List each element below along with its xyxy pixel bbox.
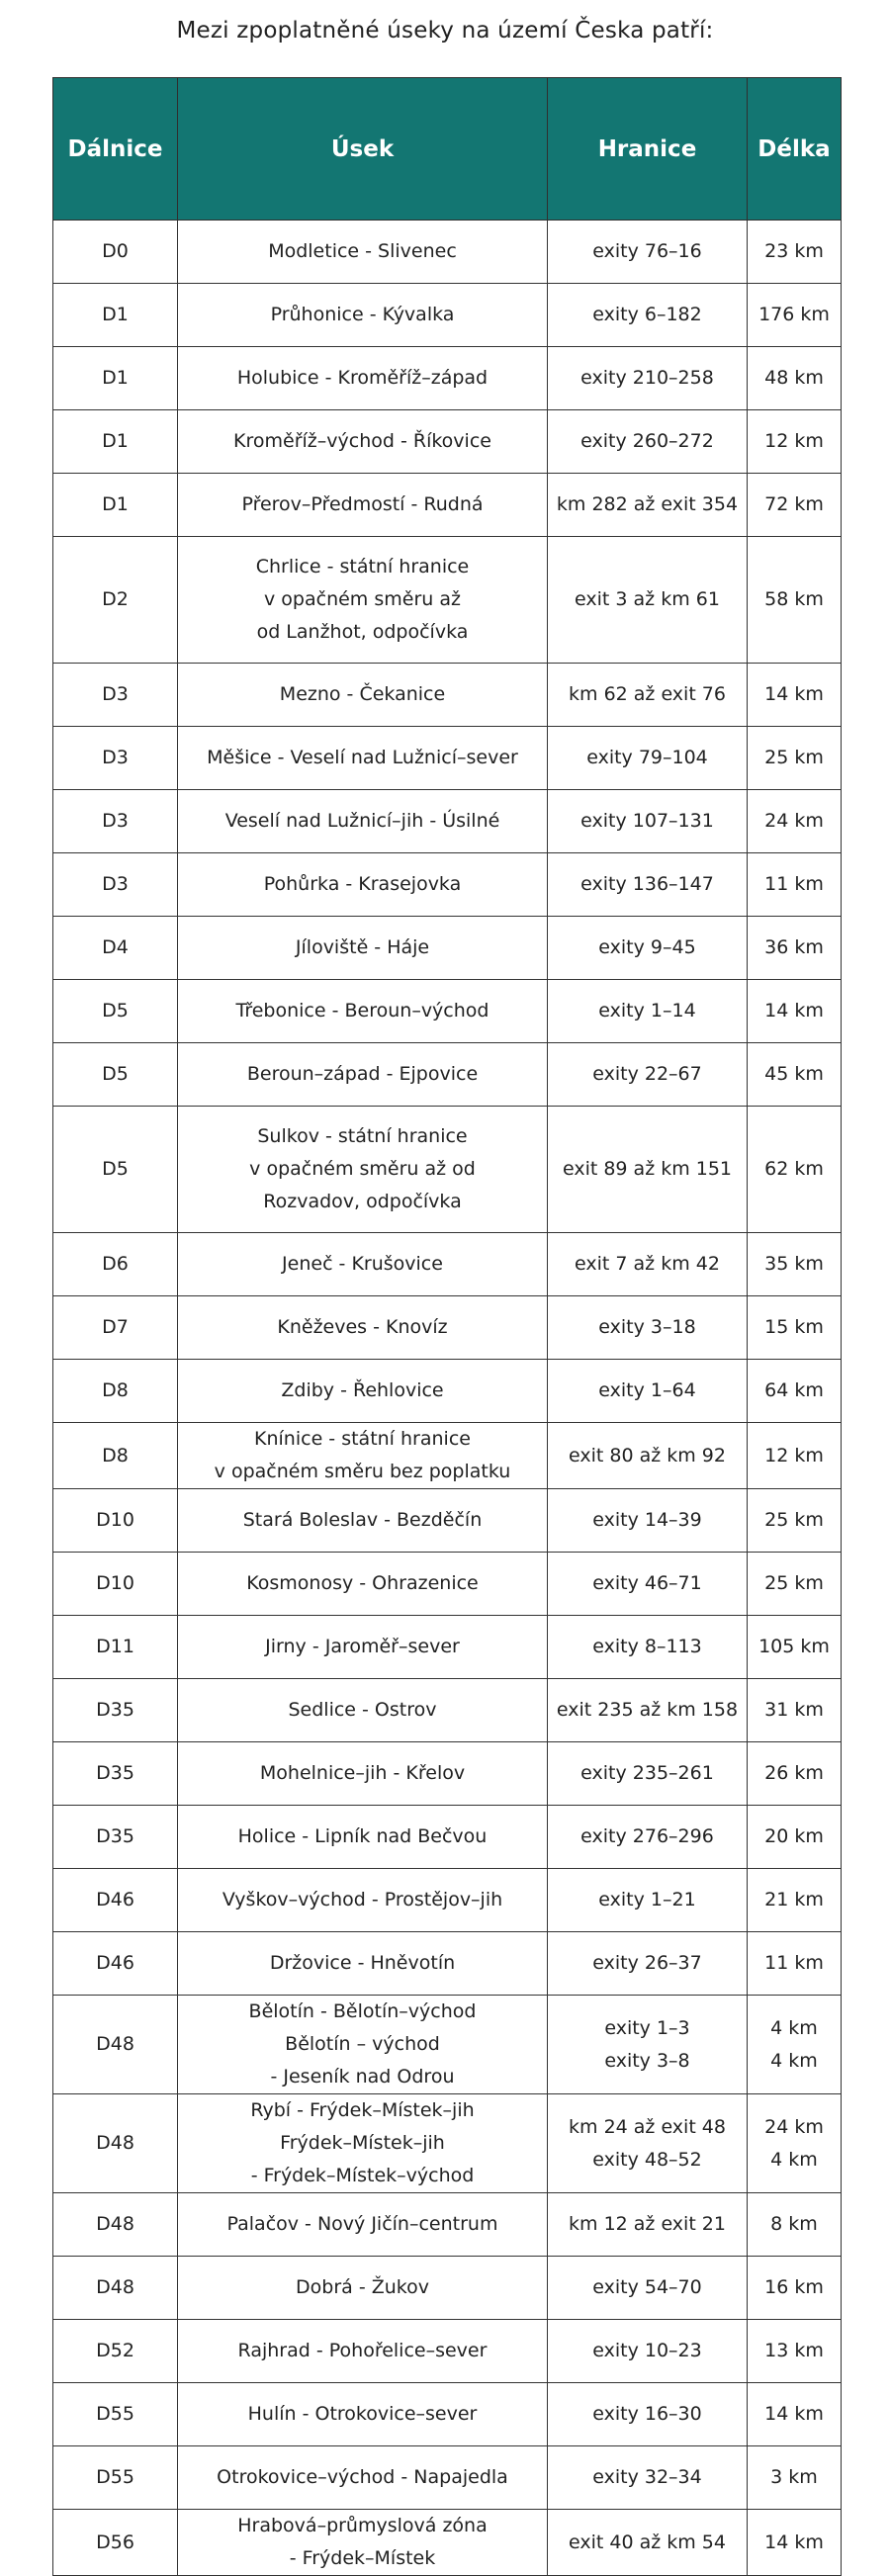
cell-highway: D8 bbox=[53, 1423, 178, 1489]
cell-length: 62 km bbox=[748, 1107, 842, 1233]
table-row bbox=[53, 1553, 842, 1616]
cell-boundary: exity 3–18 bbox=[548, 1296, 748, 1360]
cell-boundary: exity 1–3 exity 3–8 bbox=[548, 1996, 748, 2094]
cell-highway: D5 bbox=[53, 980, 178, 1043]
cell-section: Chrlice - státní hranice v opačném směru až od Lanžhot, odpočívka bbox=[178, 537, 548, 664]
table-row bbox=[53, 2446, 842, 2510]
cell-section: Hulín - Otrokovice–sever bbox=[178, 2383, 548, 2446]
toll-sections-table bbox=[52, 77, 842, 2576]
cell-boundary: exity 76–16 bbox=[548, 221, 748, 284]
cell-length: 24 km 4 km bbox=[748, 2094, 842, 2193]
header-highway: Dálnice bbox=[53, 78, 178, 221]
table-row bbox=[53, 347, 842, 410]
cell-highway: D48 bbox=[53, 2094, 178, 2193]
cell-section: Knínice - státní hranice v opačném směru bez poplatku bbox=[178, 1423, 548, 1489]
cell-boundary: exity 32–34 bbox=[548, 2446, 748, 2510]
table-row bbox=[53, 1806, 842, 1869]
cell-highway: D7 bbox=[53, 1296, 178, 1360]
cell-section: Pohůrka - Krasejovka bbox=[178, 853, 548, 917]
cell-section: Přerov–Předmostí - Rudná bbox=[178, 474, 548, 537]
table-row bbox=[53, 1296, 842, 1360]
cell-boundary: exity 54–70 bbox=[548, 2257, 748, 2320]
table-row bbox=[53, 1107, 842, 1233]
cell-length: 14 km bbox=[748, 2510, 842, 2576]
cell-length: 15 km bbox=[748, 1296, 842, 1360]
cell-section: Sedlice - Ostrov bbox=[178, 1679, 548, 1742]
table-row bbox=[53, 1869, 842, 1932]
cell-length: 64 km bbox=[748, 1360, 842, 1423]
cell-highway: D35 bbox=[53, 1806, 178, 1869]
cell-highway: D8 bbox=[53, 1360, 178, 1423]
cell-boundary: exity 260–272 bbox=[548, 410, 748, 474]
cell-section: Držovice - Hněvotín bbox=[178, 1932, 548, 1996]
cell-section: Měšice - Veselí nad Lužnicí–sever bbox=[178, 727, 548, 790]
cell-highway: D46 bbox=[53, 1932, 178, 1996]
cell-highway: D1 bbox=[53, 284, 178, 347]
cell-highway: D1 bbox=[53, 410, 178, 474]
cell-length: 31 km bbox=[748, 1679, 842, 1742]
cell-highway: D5 bbox=[53, 1043, 178, 1107]
cell-length: 11 km bbox=[748, 1932, 842, 1996]
cell-length: 12 km bbox=[748, 1423, 842, 1489]
cell-length: 23 km bbox=[748, 221, 842, 284]
table-row bbox=[53, 284, 842, 347]
cell-section: Mezno - Čekanice bbox=[178, 664, 548, 727]
cell-boundary: exit 80 až km 92 bbox=[548, 1423, 748, 1489]
cell-boundary: exity 1–64 bbox=[548, 1360, 748, 1423]
table-row bbox=[53, 410, 842, 474]
cell-length: 45 km bbox=[748, 1043, 842, 1107]
table-row bbox=[53, 1360, 842, 1423]
cell-highway: D52 bbox=[53, 2320, 178, 2383]
table-row bbox=[53, 221, 842, 284]
cell-boundary: km 24 až exit 48 exity 48–52 bbox=[548, 2094, 748, 2193]
cell-boundary: exity 26–37 bbox=[548, 1932, 748, 1996]
cell-highway: D11 bbox=[53, 1616, 178, 1679]
cell-boundary: exity 9–45 bbox=[548, 917, 748, 980]
cell-section: Rybí - Frýdek–Místek–jih Frýdek–Místek–jih - Frýdek–Místek–východ bbox=[178, 2094, 548, 2193]
cell-section: Bělotín - Bělotín–východ Bělotín – východ - Jeseník nad Odrou bbox=[178, 1996, 548, 2094]
cell-highway: D2 bbox=[53, 537, 178, 664]
cell-length: 26 km bbox=[748, 1742, 842, 1806]
header-section: Úsek bbox=[178, 78, 548, 221]
cell-boundary: exity 107–131 bbox=[548, 790, 748, 853]
table-row bbox=[53, 790, 842, 853]
cell-boundary: km 62 až exit 76 bbox=[548, 664, 748, 727]
table-row bbox=[53, 1932, 842, 1996]
table-row bbox=[53, 664, 842, 727]
cell-section: Zdiby - Řehlovice bbox=[178, 1360, 548, 1423]
cell-highway: D10 bbox=[53, 1489, 178, 1553]
cell-highway: D3 bbox=[53, 727, 178, 790]
cell-highway: D1 bbox=[53, 474, 178, 537]
cell-highway: D6 bbox=[53, 1233, 178, 1296]
table-row bbox=[53, 2094, 842, 2193]
table-row bbox=[53, 537, 842, 664]
cell-length: 25 km bbox=[748, 1489, 842, 1553]
cell-highway: D3 bbox=[53, 853, 178, 917]
cell-highway: D48 bbox=[53, 2193, 178, 2257]
cell-section: Kroměříž–východ - Říkovice bbox=[178, 410, 548, 474]
cell-length: 35 km bbox=[748, 1233, 842, 1296]
cell-section: Průhonice - Kývalka bbox=[178, 284, 548, 347]
cell-length: 4 km 4 km bbox=[748, 1996, 842, 2094]
cell-boundary: exity 16–30 bbox=[548, 2383, 748, 2446]
cell-length: 12 km bbox=[748, 410, 842, 474]
table-row bbox=[53, 1233, 842, 1296]
cell-highway: D35 bbox=[53, 1742, 178, 1806]
cell-length: 48 km bbox=[748, 347, 842, 410]
table-row bbox=[53, 2510, 842, 2576]
cell-boundary: exity 136–147 bbox=[548, 853, 748, 917]
cell-length: 105 km bbox=[748, 1616, 842, 1679]
cell-section: Kněževes - Knovíz bbox=[178, 1296, 548, 1360]
cell-length: 13 km bbox=[748, 2320, 842, 2383]
cell-boundary: exity 210–258 bbox=[548, 347, 748, 410]
table-row bbox=[53, 2257, 842, 2320]
cell-section: Palačov - Nový Jičín–centrum bbox=[178, 2193, 548, 2257]
cell-section: Modletice - Slivenec bbox=[178, 221, 548, 284]
cell-length: 14 km bbox=[748, 664, 842, 727]
cell-section: Jíloviště - Háje bbox=[178, 917, 548, 980]
cell-section: Jeneč - Krušovice bbox=[178, 1233, 548, 1296]
cell-section: Jirny - Jaroměř–sever bbox=[178, 1616, 548, 1679]
cell-length: 36 km bbox=[748, 917, 842, 980]
cell-highway: D10 bbox=[53, 1553, 178, 1616]
cell-length: 14 km bbox=[748, 2383, 842, 2446]
cell-boundary: exit 7 až km 42 bbox=[548, 1233, 748, 1296]
cell-highway: D0 bbox=[53, 221, 178, 284]
cell-boundary: exit 235 až km 158 bbox=[548, 1679, 748, 1742]
table-row bbox=[53, 917, 842, 980]
cell-length: 16 km bbox=[748, 2257, 842, 2320]
cell-length: 72 km bbox=[748, 474, 842, 537]
cell-boundary: exit 40 až km 54 bbox=[548, 2510, 748, 2576]
table-header bbox=[53, 78, 842, 221]
cell-section: Beroun–západ - Ejpovice bbox=[178, 1043, 548, 1107]
cell-boundary: exity 22–67 bbox=[548, 1043, 748, 1107]
header-row bbox=[53, 78, 842, 221]
table-row bbox=[53, 1043, 842, 1107]
table-row bbox=[53, 1423, 842, 1489]
cell-length: 25 km bbox=[748, 727, 842, 790]
cell-section: Vyškov–východ - Prostějov–jih bbox=[178, 1869, 548, 1932]
cell-section: Holice - Lipník nad Bečvou bbox=[178, 1806, 548, 1869]
cell-boundary: exity 235–261 bbox=[548, 1742, 748, 1806]
cell-highway: D55 bbox=[53, 2383, 178, 2446]
table-row bbox=[53, 1616, 842, 1679]
cell-boundary: km 12 až exit 21 bbox=[548, 2193, 748, 2257]
table-row bbox=[53, 980, 842, 1043]
cell-boundary: km 282 až exit 354 bbox=[548, 474, 748, 537]
table-row bbox=[53, 1679, 842, 1742]
cell-boundary: exity 8–113 bbox=[548, 1616, 748, 1679]
table-row bbox=[53, 727, 842, 790]
table-row bbox=[53, 1489, 842, 1553]
cell-section: Mohelnice–jih - Křelov bbox=[178, 1742, 548, 1806]
cell-highway: D48 bbox=[53, 1996, 178, 2094]
cell-highway: D46 bbox=[53, 1869, 178, 1932]
cell-boundary: exit 89 až km 151 bbox=[548, 1107, 748, 1233]
cell-section: Dobrá - Žukov bbox=[178, 2257, 548, 2320]
table-row bbox=[53, 853, 842, 917]
cell-section: Holubice - Kroměříž–západ bbox=[178, 347, 548, 410]
cell-length: 176 km bbox=[748, 284, 842, 347]
cell-boundary: exity 1–14 bbox=[548, 980, 748, 1043]
cell-length: 20 km bbox=[748, 1806, 842, 1869]
cell-boundary: exity 1–21 bbox=[548, 1869, 748, 1932]
cell-highway: D1 bbox=[53, 347, 178, 410]
cell-highway: D3 bbox=[53, 664, 178, 727]
cell-boundary: exity 14–39 bbox=[548, 1489, 748, 1553]
cell-section: Kosmonosy - Ohrazenice bbox=[178, 1553, 548, 1616]
table-row bbox=[53, 1996, 842, 2094]
cell-highway: D3 bbox=[53, 790, 178, 853]
cell-length: 24 km bbox=[748, 790, 842, 853]
cell-highway: D56 bbox=[53, 2510, 178, 2576]
cell-section: Otrokovice–východ - Napajedla bbox=[178, 2446, 548, 2510]
cell-boundary: exity 46–71 bbox=[548, 1553, 748, 1616]
page-title: Mezi zpoplatněné úseky na území Česka patří: bbox=[176, 18, 714, 44]
cell-length: 58 km bbox=[748, 537, 842, 664]
cell-section: Stará Boleslav - Bezděčín bbox=[178, 1489, 548, 1553]
cell-highway: D55 bbox=[53, 2446, 178, 2510]
table-body bbox=[53, 221, 842, 2576]
cell-section: Hrabová–průmyslová zóna - Frýdek–Místek bbox=[178, 2510, 548, 2576]
cell-length: 11 km bbox=[748, 853, 842, 917]
header-boundary: Hranice bbox=[548, 78, 748, 221]
cell-length: 14 km bbox=[748, 980, 842, 1043]
header-length: Délka bbox=[748, 78, 842, 221]
table-row bbox=[53, 1742, 842, 1806]
cell-boundary: exit 3 až km 61 bbox=[548, 537, 748, 664]
cell-highway: D48 bbox=[53, 2257, 178, 2320]
cell-length: 8 km bbox=[748, 2193, 842, 2257]
cell-boundary: exity 6–182 bbox=[548, 284, 748, 347]
cell-length: 21 km bbox=[748, 1869, 842, 1932]
cell-highway: D5 bbox=[53, 1107, 178, 1233]
cell-length: 25 km bbox=[748, 1553, 842, 1616]
cell-boundary: exity 276–296 bbox=[548, 1806, 748, 1869]
cell-highway: D35 bbox=[53, 1679, 178, 1742]
table-row bbox=[53, 2193, 842, 2257]
cell-boundary: exity 10–23 bbox=[548, 2320, 748, 2383]
table-row bbox=[53, 474, 842, 537]
table-row bbox=[53, 2383, 842, 2446]
cell-section: Rajhrad - Pohořelice–sever bbox=[178, 2320, 548, 2383]
cell-boundary: exity 79–104 bbox=[548, 727, 748, 790]
cell-section: Sulkov - státní hranice v opačném směru až od Rozvadov, odpočívka bbox=[178, 1107, 548, 1233]
cell-length: 3 km bbox=[748, 2446, 842, 2510]
cell-section: Třebonice - Beroun–východ bbox=[178, 980, 548, 1043]
cell-section: Veselí nad Lužnicí–jih - Úsilné bbox=[178, 790, 548, 853]
cell-highway: D4 bbox=[53, 917, 178, 980]
table-row bbox=[53, 2320, 842, 2383]
